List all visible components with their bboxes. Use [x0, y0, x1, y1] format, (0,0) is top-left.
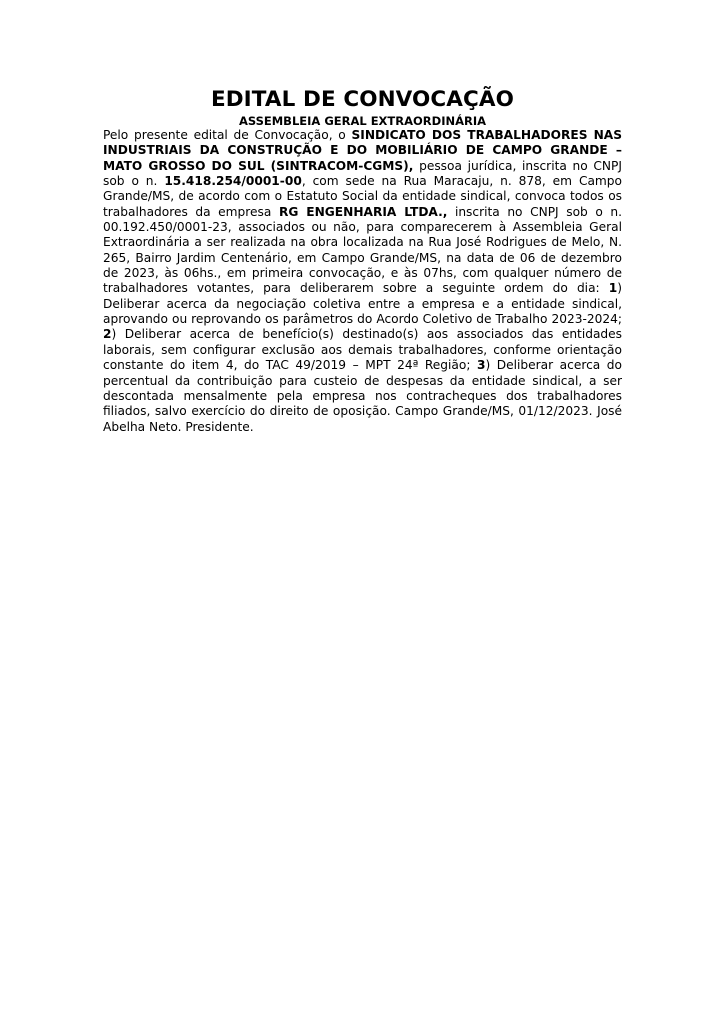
body-segment-bold: RG ENGENHARIA LTDA., [278, 204, 448, 219]
body-segment: ) Deliberar acerca da negociação coletiva entre a empresa e a entidade sindical, aprovando ou reprovando os parâmetros do Acordo Coletivo de Trabalho 2023-2024; [103, 281, 622, 327]
body-segment-bold: 15.418.254/0001-00 [164, 174, 302, 189]
body-segment: ) Deliberar acerca de benefício(s) destinado(s) aos associados das entidades laborais, sem configurar exclusão aos demais trabalhadores, conforme orientação constante do item 4, do TAC 49/2019 – MPT 24ª Região; [103, 327, 622, 373]
body-segment: Pelo presente edital de Convocação, o [103, 128, 352, 142]
body-segment-bold: SINDICATO DOS TRABALHADORES NAS INDUSTRIAIS DA CONSTRUÇÃO E DO MOBILIÁRIO DE CAMPO GRANDE – MATO GROSSO DO SUL (SINTRACOM-CGMS), [103, 128, 622, 173]
body-segment: inscrita no CNPJ sob o n. 00.192.450/0001-23, associados ou não, para comparecerem à Assembleia Geral Extraordinária a ser realizada na obra localizada na Rua José Rodrigues de Melo, N. 265, Bairro Jardim Centenário, em Campo Grande/MS, na data de 06 de dezembro de 2023, às 06hs., em primeira convocação, e às 07hs, com qualquer número de trabalhadores votantes, para deliberarem sobre a seguinte ordem do dia: [103, 204, 622, 296]
agenda-number: 2 [103, 327, 112, 342]
agenda-number: 1 [608, 281, 618, 296]
document-subtitle: ASSEMBLEIA GERAL EXTRAORDINÁRIA [238, 114, 487, 128]
agenda-number: 3 [476, 358, 486, 373]
body-segment: ) Deliberar acerca do percentual da contribuição para custeio de despesas da entidade sindical, a ser descontada mensalmente pela empresa nos contracheques dos trabalhadores filiados, salvo exercício do direito de oposição. Campo Grande/MS, 01/12/2023. José Abelha Neto. Presidente. [103, 358, 622, 434]
document-title: EDITAL DE CONVOCAÇÃO [210, 87, 515, 112]
body-segment: pessoa jurídica, inscrita no CNPJ sob o n. [103, 158, 622, 189]
body-segment: , com sede na Rua Maracaju, n. 878, em Campo Grande/MS, de acordo com o Estatuto Social da entidade sindical, convoca todos os trabalhadores da empresa [103, 174, 622, 219]
document-body [103, 128, 622, 435]
document-page [103, 86, 622, 435]
